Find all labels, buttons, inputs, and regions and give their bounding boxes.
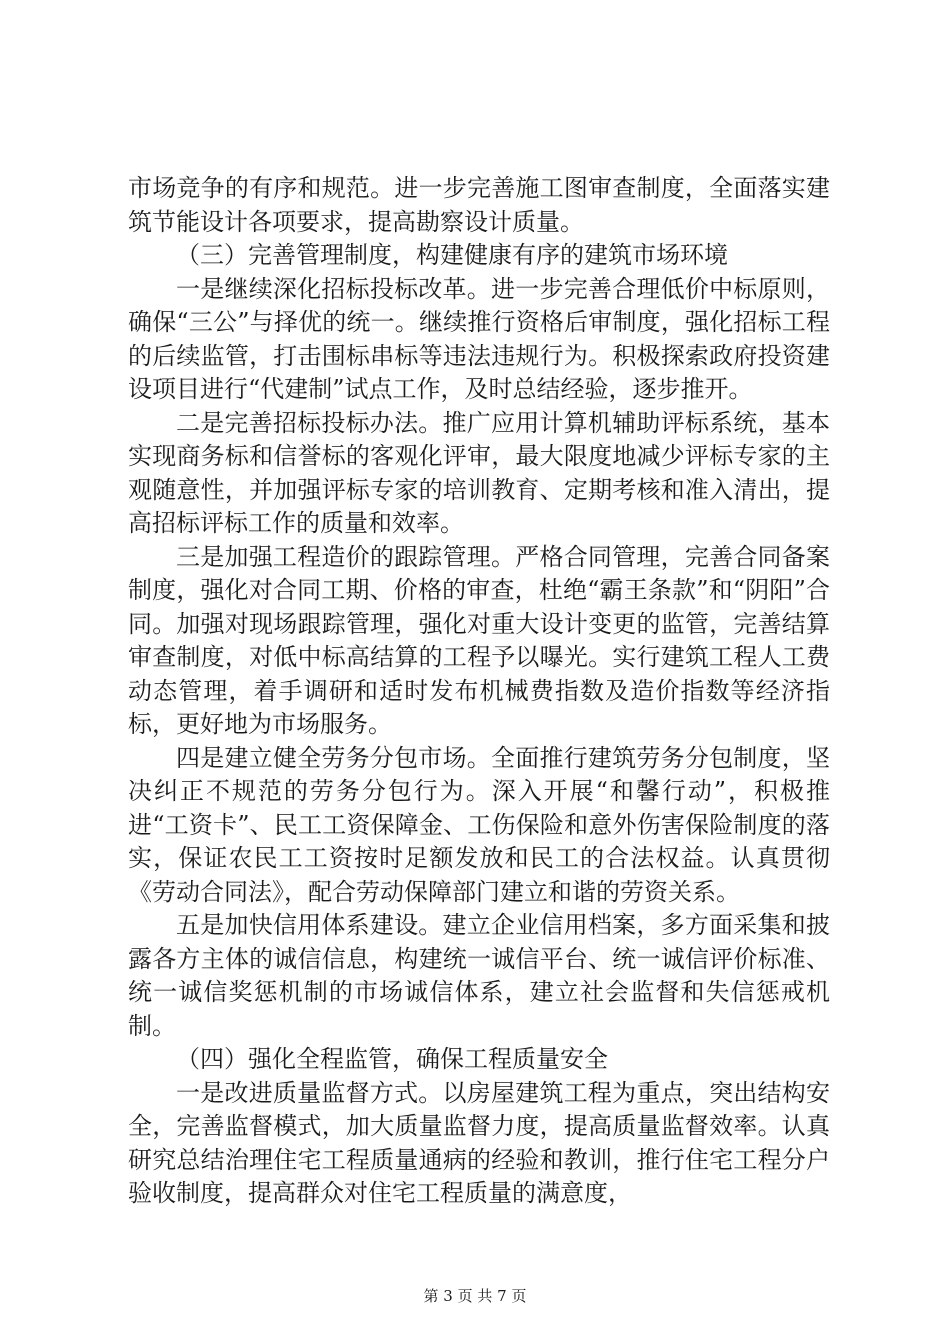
page-footer: 第 3 页 共 7 页 — [423, 1287, 527, 1305]
document-body — [128, 172, 830, 1211]
paragraph: 一是继续深化招标投标改革。进一步完善合理低价中标原则，确保“三公”与择优的统一。继续推行资格后审制度，强化招标工程的后续监管，打击围标串标等违法违规行为。积极探索政府投资建设项目进行“代建制”试点工作，及时总结经验，逐步推开。 — [128, 274, 830, 403]
section-heading-4: （四）强化全程监管，确保工程质量安全 — [176, 1045, 608, 1073]
paragraph: 二是完善招标投标办法。推广应用计算机辅助评标系统，基本实现商务标和信誉标的客观化评审，最大限度地减少评标专家的主观随意性，并加强评标专家的培训教育、定期考核和准入清出，提高招标评标工作的质量和效率。 — [128, 408, 830, 537]
section-heading-3: （三）完善管理制度，构建健康有序的建筑市场环境 — [176, 241, 728, 269]
paragraph: 五是加快信用体系建设。建立企业信用档案，多方面采集和披露各方主体的诚信信息，构建统一诚信平台、统一诚信评价标准、统一诚信奖惩机制的市场诚信体系，建立社会监督和失信惩戒机制。 — [128, 911, 830, 1040]
paragraph-continued: 市场竞争的有序和规范。进一步完善施工图审查制度，全面落实建筑节能设计各项要求，提高勘察设计质量。 — [128, 174, 830, 236]
paragraph: 三是加强工程造价的跟踪管理。严格合同管理，完善合同备案制度，强化对合同工期、价格的审查，杜绝“霸王条款”和“阴阳”合同。加强对现场跟踪管理，强化对重大设计变更的监管，完善结算审查制度，对低中标高结算的工程予以曝光。实行建筑工程人工费动态管理，着手调研和适时发布机械费指数及造价指数等经济指标，更好地为市场服务。 — [128, 542, 830, 738]
paragraph: 四是建立健全劳务分包市场。全面推行建筑劳务分包制度，坚决纠正不规范的劳务分包行为。深入开展“和馨行动”，积极推进“工资卡”、民工工资保障金、工伤保险和意外伤害保险制度的落实，保证农民工工资按时足额发放和民工的合法权益。认真贯彻《劳动合同法》，配合劳动保障部门建立和谐的劳资关系。 — [128, 743, 830, 906]
paragraph: 一是改进质量监督方式。以房屋建筑工程为重点，突出结构安全，完善监督模式，加大质量监督力度，提高质量监督效率。认真研究总结治理住宅工程质量通病的经验和教训，推行住宅工程分户验收制度，提高群众对住宅工程质量的满意度， — [128, 1078, 830, 1207]
